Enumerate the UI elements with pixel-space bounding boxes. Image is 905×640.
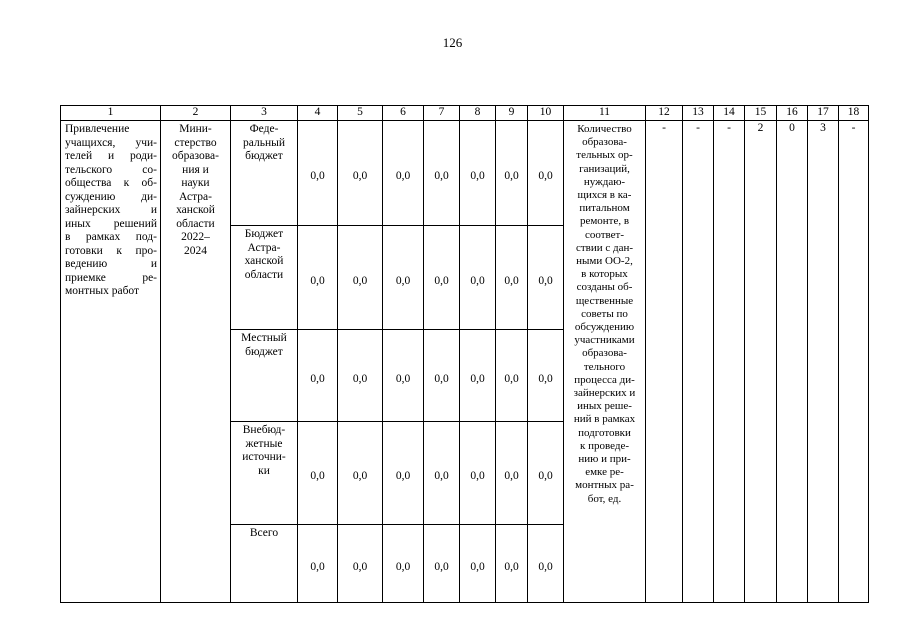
col-number: 5: [338, 106, 383, 121]
executor-line: науки: [181, 177, 210, 189]
program-table: [60, 105, 869, 603]
funding-source-line: Феде-: [249, 123, 279, 135]
col-number: 12: [646, 106, 683, 121]
funding-value: 0,0: [424, 330, 460, 422]
funding-source-cell: [231, 330, 298, 422]
indicator-line: зайнерских и: [573, 387, 636, 400]
col-number: 16: [777, 106, 808, 121]
funding-value: 0,0: [338, 525, 383, 603]
activity-name-line: учащихся, учи-: [65, 136, 157, 149]
col-number: 15: [745, 106, 777, 121]
activity-name-line: общества к об-: [65, 177, 157, 189]
funding-value: 0,0: [424, 422, 460, 525]
funding-source-line: бюджет: [245, 150, 283, 162]
executor-line: Астра-: [179, 190, 212, 203]
indicator-line: ными ОО-2,: [576, 255, 633, 268]
funding-value: 0,0: [496, 525, 528, 603]
col-number: 3: [231, 106, 298, 121]
funding-source-line: Всего: [249, 527, 279, 539]
funding-value: 0,0: [383, 226, 424, 330]
funding-value: 0,0: [528, 422, 564, 525]
funding-value: 0,0: [460, 330, 496, 422]
col-number: 18: [839, 106, 869, 121]
indicator-line: щественные: [575, 294, 634, 307]
activity-name-line: телей и роди-: [65, 150, 157, 162]
indicator-line: тельных ор-: [576, 149, 633, 162]
indicator-line: монтных ра-: [575, 479, 634, 492]
funding-row-federal: [61, 121, 869, 226]
page-number: 126: [442, 35, 463, 50]
funding-source-line: жетные: [245, 437, 283, 450]
col-number: 8: [460, 106, 496, 121]
indicator-line: ремонте, в: [579, 215, 630, 228]
funding-value: 0,0: [460, 121, 496, 226]
activity-name-cell: [61, 121, 161, 603]
funding-value: 0,0: [460, 525, 496, 603]
col-number: 14: [714, 106, 745, 121]
indicator-line: щихся в ка-: [577, 189, 632, 202]
col-number: 2: [161, 106, 231, 121]
funding-value: 0,0: [383, 422, 424, 525]
indicator-line: созданы об-: [576, 281, 633, 294]
funding-source-line: области: [244, 268, 284, 281]
funding-source-cell: [231, 422, 298, 525]
indicator-line: ганизаций,: [579, 162, 630, 175]
executor-line: ханской: [176, 204, 215, 216]
funding-value: 0,0: [460, 226, 496, 330]
activity-name-line: суждению ди-: [65, 190, 157, 203]
funding-value: 0,0: [424, 226, 460, 330]
funding-source-line: ральный: [243, 136, 285, 149]
activity-name-line: тельского со-: [65, 163, 157, 176]
col-number: 13: [683, 106, 714, 121]
col-number: 7: [424, 106, 460, 121]
funding-value: 0,0: [528, 226, 564, 330]
funding-value: 0,0: [496, 422, 528, 525]
indicator-line: Количество: [577, 123, 632, 135]
indicator-line: ствии с дан-: [575, 241, 634, 254]
funding-source-line: Внебюд-: [242, 424, 286, 436]
executor-line: ния и: [182, 163, 209, 176]
indicator-line: образова-: [582, 136, 627, 149]
activity-name-line: ведению и: [65, 258, 157, 270]
funding-value: 0,0: [338, 422, 383, 525]
funding-value: 0,0: [338, 330, 383, 422]
col-number: 6: [383, 106, 424, 121]
indicator-line: образова-: [582, 347, 627, 360]
funding-value: 0,0: [496, 226, 528, 330]
col-number: 4: [298, 106, 338, 121]
indicator-cell: [564, 121, 646, 603]
funding-source-line: ханской: [244, 255, 284, 267]
executor-line: Мини-: [179, 123, 212, 135]
executor-line: области: [176, 217, 215, 230]
indicator-line: емке ре-: [585, 466, 624, 479]
target-value: -: [839, 121, 869, 603]
funding-value: 0,0: [424, 121, 460, 226]
target-value: 0: [777, 121, 808, 603]
indicator-line: иных реше-: [577, 400, 632, 413]
funding-value: 0,0: [383, 330, 424, 422]
activity-name-line: Привлечение: [65, 123, 130, 135]
funding-value: 0,0: [298, 330, 338, 422]
funding-value: 0,0: [496, 121, 528, 226]
indicator-line: тельного: [583, 360, 626, 373]
funding-value: 0,0: [383, 525, 424, 603]
funding-source-line: ки: [258, 464, 270, 477]
indicator-line: обсуждению: [574, 321, 635, 334]
funding-source-line: бюджет: [245, 345, 283, 358]
executor-line: образова-: [172, 150, 219, 162]
col-number: 9: [496, 106, 528, 121]
funding-source-line: источни-: [242, 451, 286, 463]
funding-value: 0,0: [338, 226, 383, 330]
funding-value: 0,0: [528, 330, 564, 422]
column-number-row: [61, 106, 869, 121]
indicator-line: ний в рамках: [573, 413, 636, 426]
indicator-line: процесса ди-: [574, 373, 635, 386]
target-value: 3: [808, 121, 839, 603]
indicator-line: питальном: [579, 202, 630, 215]
activity-name-line: иных решений: [65, 217, 157, 230]
indicator-line: бот, ед.: [587, 492, 622, 505]
funding-value: 0,0: [298, 121, 338, 226]
funding-value: 0,0: [383, 121, 424, 226]
funding-value: 0,0: [496, 330, 528, 422]
col-number: 17: [808, 106, 839, 121]
executor-line: 2024: [184, 244, 207, 257]
funding-source-line: Местный: [241, 332, 287, 344]
indicator-line: в которых: [581, 268, 628, 281]
col-number: 1: [61, 106, 161, 121]
funding-value: 0,0: [338, 121, 383, 226]
indicator-line: участниками: [574, 334, 635, 347]
funding-value: 0,0: [298, 525, 338, 603]
indicator-line: советы по: [581, 307, 628, 320]
activity-name-line: зайнерских и: [65, 204, 157, 216]
activity-name-line: приемке ре-: [65, 271, 157, 284]
col-number: 10: [528, 106, 564, 121]
executor-line: 2022–: [181, 231, 210, 243]
executor-line: стерство: [174, 136, 217, 149]
funding-value: 0,0: [528, 525, 564, 603]
funding-value: 0,0: [528, 121, 564, 226]
activity-name-line: в рамках под-: [65, 231, 157, 243]
indicator-line: нуждаю-: [583, 175, 626, 188]
executor-cell: [161, 121, 231, 603]
funding-source-cell: [231, 525, 298, 603]
funding-value: 0,0: [460, 422, 496, 525]
activity-name-line: монтных работ: [65, 285, 140, 297]
funding-source-line: Бюджет: [244, 228, 284, 240]
indicator-line: подготовки: [578, 426, 631, 439]
indicator-line: соответ-: [584, 228, 625, 241]
funding-source-line: Астра-: [247, 241, 281, 254]
target-value: -: [646, 121, 683, 603]
activity-name-line: готовки к про-: [65, 244, 157, 257]
target-value: -: [683, 121, 714, 603]
target-value: 2: [745, 121, 777, 603]
funding-source-cell: [231, 121, 298, 226]
funding-source-cell: [231, 226, 298, 330]
col-number: 11: [564, 106, 646, 121]
funding-value: 0,0: [424, 525, 460, 603]
funding-value: 0,0: [298, 226, 338, 330]
funding-value: 0,0: [298, 422, 338, 525]
target-value: -: [714, 121, 745, 603]
indicator-line: к проведе-: [580, 439, 629, 452]
indicator-line: нию и при-: [578, 453, 631, 466]
